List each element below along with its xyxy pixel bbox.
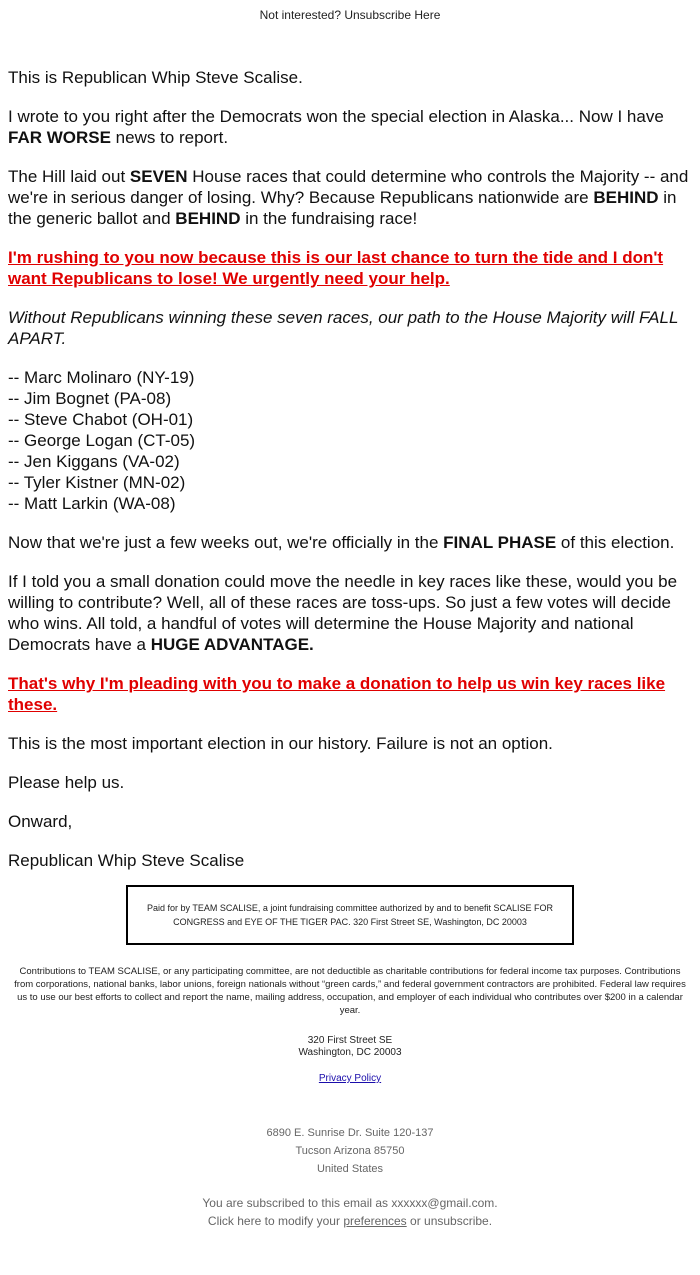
address-line: United States xyxy=(316,1163,384,1175)
privacy-policy-link[interactable]: Privacy Policy xyxy=(318,1073,382,1084)
email-body xyxy=(0,67,700,871)
paragraph-alaska xyxy=(8,106,692,148)
race-list-item: -- Marc Molinaro (NY-19) xyxy=(8,368,195,387)
modify-preferences-row xyxy=(0,1212,700,1230)
intro-paragraph: This is Republican Whip Steve Scalise. xyxy=(8,68,303,87)
text: Click here to modify your xyxy=(207,1214,344,1228)
text: House races that could determine who controls the Majority -- and we're in serious danger of losing. Why? Because Republicans nationwide are xyxy=(8,167,689,207)
mailing-address xyxy=(0,1035,700,1059)
donate-link-1-paragraph xyxy=(8,247,692,289)
paid-for-text: Paid for by TEAM SCALISE, a joint fundraising committee authorized by and to benefit SCALISE FOR CONGRESS and EYE OF THE TIGER PAC. 320 First Street SE, Washington, DC 20003 xyxy=(146,903,554,927)
address-line: 6890 E. Sunrise Dr. Suite 120-137 xyxy=(266,1127,434,1139)
paragraph-donation xyxy=(8,571,692,655)
contributions-disclaimer: Contributions to TEAM SCALISE, or any participating committee, are not deductible as charitable contributions for federal income tax purposes. Contributions from corporations, national banks, labor unions, foreign nationals without “green cards,” and federal government contractors are prohibited. Federal law requires us to use our best efforts to collect and report the name, mailing address, occupation, and employer of each individual who contributes over $200 in a calendar year. xyxy=(14,966,686,1016)
address-line: Tucson Arizona 85750 xyxy=(295,1145,405,1157)
donate-link-1[interactable]: I'm rushing to you now because this is our last chance to turn the tide and I don't want Republicans to lose! We urgently need your help. xyxy=(8,248,664,288)
paragraph-important: This is the most important election in our history. Failure is not an option. xyxy=(8,734,553,753)
race-list-item: -- Matt Larkin (WA-08) xyxy=(8,494,176,513)
text: in the generic ballot and xyxy=(8,188,677,228)
race-list-item: -- Jen Kiggans (VA-02) xyxy=(8,452,180,471)
address-line: Washington, DC 20003 xyxy=(298,1047,402,1058)
signature: Republican Whip Steve Scalise xyxy=(8,851,245,870)
subscribed-email-text: You are subscribed to this email as xxxxxx@gmail.com. xyxy=(202,1196,498,1210)
paragraph-onward: Onward, xyxy=(8,812,73,831)
subscription-info xyxy=(0,1194,700,1230)
race-list-item: -- George Logan (CT-05) xyxy=(8,431,196,450)
text: The Hill laid out xyxy=(8,167,130,186)
donate-link-2[interactable]: That's why I'm pleading with you to make a donation to help us win key races like these. xyxy=(8,674,666,714)
text: in the fundraising race! xyxy=(240,209,418,228)
race-list-item: -- Tyler Kistner (MN-02) xyxy=(8,473,186,492)
bold-text: BEHIND xyxy=(593,188,659,207)
text: If I told you a small donation could move the needle in key races like these, would you be willing to contribute? Well, all of these races are toss-ups. So just a few votes will decide who wins. All told, a handful of votes will determine the House Majority and national Democrats have a xyxy=(8,572,678,654)
donate-link-2-paragraph xyxy=(8,673,692,715)
paragraph-final-phase xyxy=(8,532,692,553)
bold-text: BEHIND xyxy=(175,209,241,228)
bold-text: SEVEN xyxy=(129,167,188,186)
race-list xyxy=(8,367,692,514)
text: or unsubscribe. xyxy=(406,1214,493,1228)
italic-paragraph: Without Republicans winning these seven races, our path to the House Majority will FALL APART. xyxy=(8,308,679,348)
race-list-item: -- Jim Bognet (PA-08) xyxy=(8,389,172,408)
text: news to report. xyxy=(110,128,229,147)
text: of this election. xyxy=(556,533,675,552)
text: Now that we're just a few weeks out, we're officially in the xyxy=(8,533,444,552)
paragraph-seven-races xyxy=(8,166,692,229)
unsubscribe-link[interactable]: Not interested? Unsubscribe Here xyxy=(259,8,441,22)
preferences-link[interactable]: preferences xyxy=(343,1214,407,1228)
text: I wrote to you right after the Democrats won the special election in Alaska... Now I have xyxy=(8,107,664,126)
privacy-policy-row xyxy=(0,1073,700,1084)
race-list-item: -- Steve Chabot (OH-01) xyxy=(8,410,194,429)
paid-for-box xyxy=(126,885,574,945)
bold-text: HUGE ADVANTAGE. xyxy=(150,635,314,654)
bold-text: FAR WORSE xyxy=(8,128,111,147)
sender-address xyxy=(0,1124,700,1178)
bold-text: FINAL PHASE xyxy=(443,533,557,552)
address-line: 320 First Street SE xyxy=(307,1035,393,1046)
paragraph-help: Please help us. xyxy=(8,773,125,792)
